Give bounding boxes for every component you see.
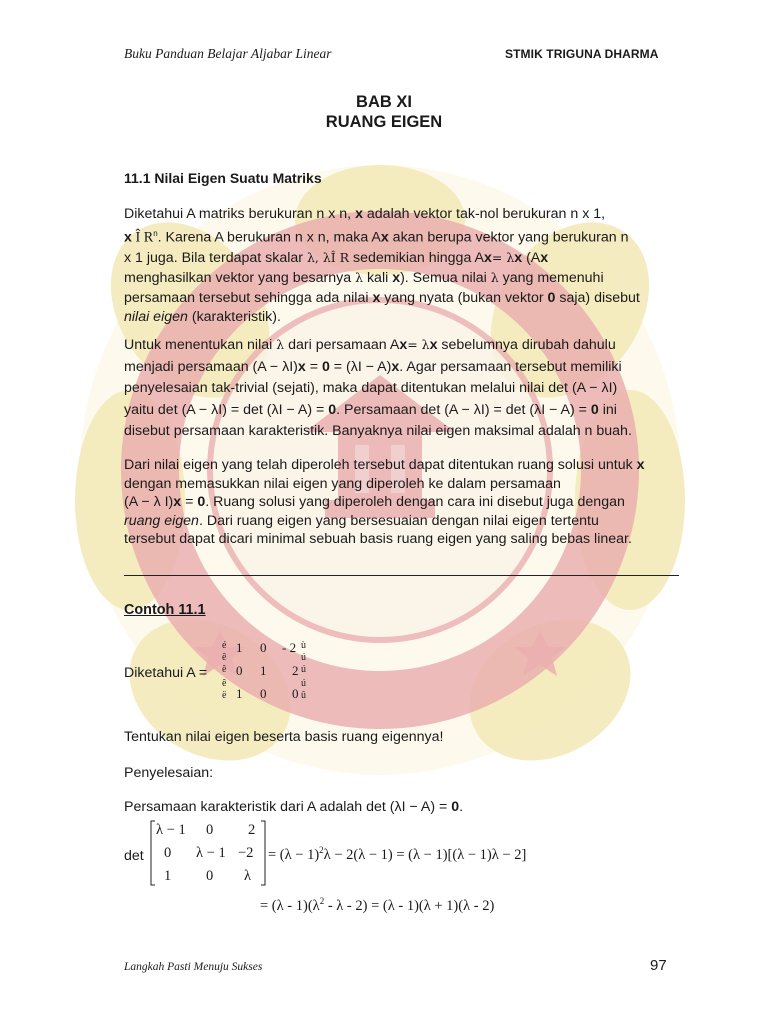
det-cell: 1 <box>164 868 172 884</box>
matrix-cell: 1 <box>236 640 243 655</box>
p3-line: Dari nilai eigen yang telah diperoleh tersebut dapat ditentukan ruang solusi untuk x <box>124 457 645 473</box>
matrix-cell: 0 <box>292 686 299 701</box>
det-cell: λ − 1 <box>156 822 186 838</box>
matrix-cell: 1 <box>236 686 243 701</box>
task-text: Tentukan nilai eigen beserta basis ruang eigennya! <box>124 729 444 745</box>
matrix-cell: 0 <box>260 686 267 701</box>
p3-line: ruang eigen. Dari ruang eigen yang bersesuaian dengan nilai eigen tertentu <box>124 512 599 529</box>
matrix-cell: 0 <box>260 640 267 655</box>
matrix-cell: 0 <box>236 663 243 678</box>
p2-line: menjadi persamaan (A − λI)x = 0 = (λI − A)x. Agar persamaan tersebut memiliki <box>124 358 622 375</box>
characteristic-equation-line: Persamaan karakteristik dari A adalah det (λI − A) = 0. <box>124 799 464 815</box>
paragraph-ruang-eigen <box>124 456 679 549</box>
footer-motto: Langkah Pasti Menuju Sukses <box>124 961 263 973</box>
det-cell: λ − 1 <box>196 845 226 861</box>
p1-line: persamaan tersebut sehingga ada nilai x yang nyata (bukan vektor 0 saja) disebut <box>124 289 640 306</box>
det-matrix <box>150 818 266 888</box>
bracket-glyph: ú <box>301 678 306 689</box>
bracket-glyph: ê <box>222 664 227 675</box>
p2-line: yaitu det (A − λI) = det (λI − A) = 0. Persamaan det (A − λI) = det (λI − A) = 0 ini <box>124 401 617 418</box>
p1-line: Diketahui A matriks berukuran n x n, x adalah vektor tak-nol berukuran n x 1, <box>124 206 606 222</box>
bracket-glyph: ê <box>222 652 227 663</box>
matrix-cell: 2 <box>292 663 299 678</box>
section-divider <box>124 575 679 576</box>
p3-line: tersebut dapat dicari minimal sebuah basis ruang eigen yang saling bebas linear. <box>124 531 632 547</box>
institution-header: STMIK TRIGUNA DHARMA <box>505 47 659 61</box>
given-matrix <box>222 638 312 708</box>
det-cell: λ <box>244 868 252 884</box>
det-expansion: = $(\lambda - 1)^2\lambda - 2(\lambda - 1) = (\lambda - 1)[(\lambda - 1)\lambda - 2]$ <box>268 845 527 863</box>
solution-label: Penyelesaian: <box>124 765 214 781</box>
p2-line: Untuk menentukan nilai λ dari persamaan Ax= λx sebelumnya dirubah dahulu <box>124 337 616 353</box>
bracket-glyph: ê <box>222 678 227 689</box>
matrix-cell: - 2 <box>282 640 297 655</box>
det-factorization: = $(\lambda - 1)(\lambda^2 - \lambda - 2) = (\lambda - 1)(\lambda + 1)(\lambda - 2)$ <box>260 896 495 914</box>
chapter-title: RUANG EIGEN <box>325 113 443 131</box>
det-label: det <box>124 848 144 864</box>
det-cell: 2 <box>248 822 256 838</box>
p3-line: dengan memasukkan nilai eigen yang diperoleh ke dalam persamaan <box>124 475 561 492</box>
det-cell: −2 <box>238 845 254 861</box>
bracket-glyph: é <box>222 640 227 651</box>
p1-line: menghasilkan vektor yang besarnya λ kali x). Semua nilai λ yang memenuhi <box>124 270 604 287</box>
section-title: 11.1 Nilai Eigen Suatu Matriks <box>124 170 322 186</box>
det-cell: 0 <box>206 868 214 884</box>
bracket-glyph: ú <box>301 664 306 675</box>
bracket-glyph: û <box>301 690 306 701</box>
bracket-glyph: ë <box>222 690 227 701</box>
p3-line: (A − λ I)x = 0. Ruang solusi yang diperoleh dengan cara ini disebut juga dengan <box>124 494 625 510</box>
paragraph-nilai-eigen <box>124 205 679 327</box>
matrix-cell: 1 <box>260 663 267 678</box>
p2-line: penyelesaian tak-trivial (sejati), maka dapat ditentukan melalui nilai det (A − λI) <box>124 380 618 396</box>
p1-line: nilai eigen (karakteristik). <box>124 308 281 325</box>
det-cell: 0 <box>164 845 172 861</box>
page-number: 97 <box>650 957 667 974</box>
p1-line: x 1 juga. Bila terdapat skalar λ, λÎ R sedemikian hingga Ax= λx (Ax <box>124 250 549 267</box>
given-matrix-label: Diketahui A = <box>124 665 208 681</box>
book-title-header: Buku Panduan Belajar Aljabar Linear <box>124 46 332 61</box>
bracket-glyph: ù <box>301 640 306 651</box>
chapter-number: BAB XI <box>356 93 412 111</box>
paragraph-persamaan-karakteristik <box>124 334 679 443</box>
p2-line: disebut persamaan karakteristik. Banyaknya nilai eigen maksimal adalah n buah. <box>124 423 632 439</box>
det-cell: 0 <box>206 822 214 838</box>
example-title: Contoh 11.1 <box>124 602 206 618</box>
p1-line: x Î $R^n$. Karena A berukuran n x n, maka Ax akan berupa vektor yang berukuran n <box>124 229 629 246</box>
bracket-glyph: ú <box>301 652 306 663</box>
